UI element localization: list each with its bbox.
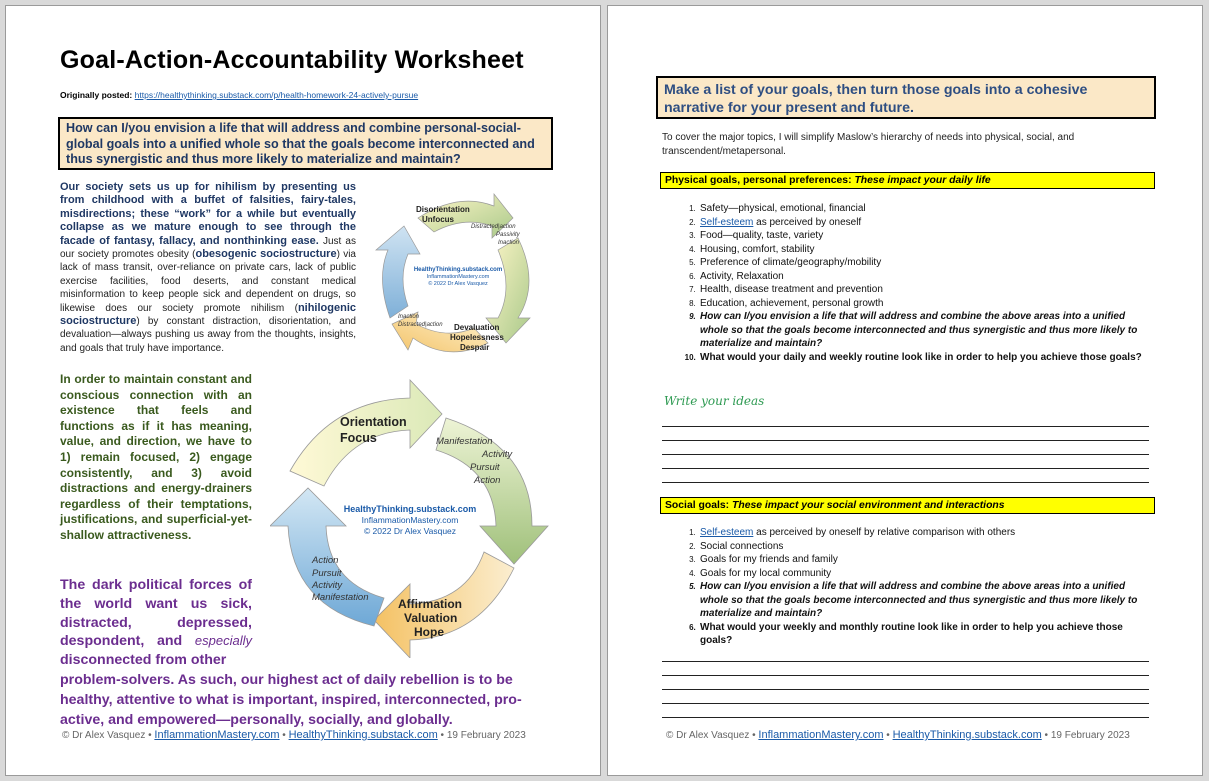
- item-text: as perceived by oneself: [753, 216, 862, 228]
- diagram-label: Activity: [312, 580, 343, 591]
- diagram-label: Affirmation: [398, 597, 462, 611]
- writing-line[interactable]: [662, 689, 1149, 690]
- footer-sep: •: [282, 730, 286, 741]
- diagram-label: Pursuit: [470, 462, 500, 473]
- section-subtitle: These impact your social environment and interactions: [732, 500, 1005, 511]
- writing-line[interactable]: [662, 703, 1149, 704]
- question-box: How can I/you envision a life that will address and combine personal-social-global goals into a unified whole so that the goals become interconnected and thus synergistic and thus more likely to materialize and maintain?: [58, 117, 553, 170]
- diagram-label: Devaluation: [454, 323, 500, 332]
- self-esteem-link[interactable]: Self-esteem: [700, 527, 754, 538]
- diagram-label: Hopelessness: [450, 333, 504, 342]
- footer-author: © Dr Alex Vasquez •: [62, 730, 152, 741]
- para-text: Just as our society promotes obesity (: [60, 235, 356, 261]
- list-item: [698, 526, 1146, 540]
- physical-goals-list: [698, 202, 1146, 364]
- list-item: 2. Social connections: [698, 540, 1146, 554]
- inflammationmastery-link[interactable]: InflammationMastery.com: [154, 729, 280, 741]
- emphasis-text: especially: [194, 633, 252, 649]
- list-item: 1. Safety—physical, emotional, financial: [698, 202, 1146, 216]
- positive-cycle-diagram: [270, 376, 550, 658]
- footer-date: • 19 February 2023: [440, 730, 526, 741]
- footer-date: • 19 February 2023: [1044, 730, 1130, 741]
- diagram-center-text: InflammationMastery.com: [361, 515, 459, 525]
- social-goals-header: [660, 497, 1155, 514]
- writing-line[interactable]: [662, 661, 1149, 662]
- intro-text: To cover the major topics, I will simplify Maslow’s hierarchy of needs into physical, social, and transcendent/metapersonal.: [662, 132, 1075, 157]
- writing-line[interactable]: [662, 454, 1149, 455]
- para-text: The dark political forces of the world want us sick, distracted, depressed, despondent, and: [60, 577, 252, 650]
- rebellion-paragraph-cont: problem-solvers. As such, our highest act of daily rebellion is to be healthy, attentive to what is important, inspired, interconnected, pro-active, and empowered—personally, socially, and globally.: [60, 672, 522, 728]
- item-text: as perceived by oneself by relative comparison with others: [753, 527, 1016, 538]
- para-text: disconnected from other: [60, 652, 227, 669]
- list-item: 4. Housing, comfort, stability: [698, 243, 1146, 257]
- writing-line[interactable]: [662, 440, 1149, 441]
- section-label: Social goals:: [665, 500, 730, 511]
- diagram-label: Inaction: [398, 314, 420, 320]
- diagram-center-text: HealthyThinking.substack.com: [343, 504, 477, 514]
- focus-paragraph: In order to maintain constant and conscious connection with an existence that feels and functions as if it has meaning, value, and direction, we have to 1) remain focused, 2) engage consistently, and 3) avoid distractions and energy-drainers regardless of their temptations, justifications, and superficial-yet-shallow attractiveness.: [60, 372, 252, 542]
- writing-line[interactable]: [662, 482, 1149, 483]
- goals-heading-box: Make a list of your goals, then turn those goals into a cohesive narrative for your present and future.: [656, 76, 1156, 119]
- list-item: 4. Goals for my local community: [698, 567, 1146, 581]
- write-ideas-label: Write your ideas: [664, 394, 765, 408]
- self-esteem-link[interactable]: Self-esteem: [700, 216, 754, 228]
- diagram-center-text: HealthyThinking.substack.com: [413, 267, 503, 273]
- diagram-label: Hope: [414, 625, 444, 639]
- diagram-label: Valuation: [404, 611, 458, 625]
- list-item: 9. How can I/you envision a life that will address and combine the above areas into a unified whole so that the goals become interconnected and thus synergistic and thus more likely to materialize and maintain?: [698, 310, 1146, 351]
- page-title: Goal-Action-Accountability Worksheet: [60, 46, 524, 74]
- inflammationmastery-link[interactable]: InflammationMastery.com: [758, 729, 884, 741]
- diagram-label: Manifestation: [436, 436, 493, 447]
- diagram-label: Action: [474, 475, 501, 486]
- diagram-label: Orientation: [340, 415, 407, 429]
- list-item: 3. Goals for my friends and family: [698, 553, 1146, 567]
- diagram-label: Despair: [460, 343, 490, 352]
- posted-url-link[interactable]: https://healthythinking.substack.com/p/health-homework-24-actively-pursue: [134, 90, 419, 100]
- physical-goals-header: [660, 172, 1155, 189]
- section-subtitle: These impact your daily life: [854, 175, 991, 186]
- posted-line: [60, 90, 418, 100]
- nihilogenic-term: nihilogenic sociostructure: [60, 301, 356, 328]
- diagram-label: Action: [312, 555, 339, 566]
- list-item: 6. What would your weekly and monthly routine look like in order to help you achieve those goals?: [698, 621, 1146, 648]
- diagram-center-text: InflammationMastery.com: [426, 274, 490, 280]
- diagram-label: Activity: [482, 449, 513, 460]
- obesogenic-term: obesogenic sociostructure: [195, 248, 337, 261]
- diagram-label: Pursuit: [312, 568, 342, 579]
- diagram-label: Manifestation: [312, 592, 369, 603]
- list-item: 6. Activity, Relaxation: [698, 270, 1146, 284]
- footer-author: © Dr Alex Vasquez •: [666, 730, 756, 741]
- footer-sep: •: [886, 730, 890, 741]
- worksheet-page-right: [607, 5, 1203, 776]
- diagram-label: Focus: [340, 431, 377, 445]
- worksheet-page-left: [5, 5, 601, 776]
- list-item: 7. Health, disease treatment and prevention: [698, 283, 1146, 297]
- diagram-label: Disorientation: [416, 205, 470, 214]
- posted-label: Originally posted:: [60, 90, 133, 100]
- nihilism-paragraph: [60, 181, 356, 355]
- diagram-center-text: © 2022 Dr Alex Vasquez: [363, 526, 457, 536]
- social-goals-list: [698, 526, 1146, 648]
- section-label: Physical goals, personal preferences:: [665, 175, 852, 186]
- healthythinking-link[interactable]: HealthyThinking.substack.com: [288, 729, 438, 741]
- diagram-label: Inaction: [498, 240, 520, 246]
- writing-line[interactable]: [662, 717, 1149, 718]
- list-item: [698, 216, 1146, 230]
- list-item: 10. What would your daily and weekly routine look like in order to help you achieve those goals?: [698, 351, 1146, 365]
- writing-line[interactable]: [662, 426, 1149, 427]
- rebellion-paragraph: [60, 576, 252, 670]
- writing-line[interactable]: [662, 468, 1149, 469]
- diagram-center-text: © 2022 Dr Alex Vasquez: [428, 281, 488, 287]
- list-item: 3. Food—quality, taste, variety: [698, 229, 1146, 243]
- diagram-label: Passivity: [496, 232, 520, 238]
- diagram-label: Unfocus: [422, 215, 454, 224]
- nihilism-lead: Our society sets us up for nihilism by presenting us from childhood with a buffet of falsities, fairy-tales, misdirections; these “work” for a while but eventually collapse as we mature enough to see through the facade of fantasy, fallacy, and nonthinking ease.: [60, 181, 356, 247]
- page-footer: [666, 729, 1130, 741]
- healthythinking-link[interactable]: HealthyThinking.substack.com: [892, 729, 1042, 741]
- list-item: 5. Preference of climate/geography/mobility: [698, 256, 1146, 270]
- negative-cycle-diagram: [368, 178, 548, 363]
- para-text: ) by constant distraction, disorientation, and devaluation—always pushing us away from the thoughts, insights, and goals that truly have importance.: [60, 316, 356, 354]
- list-item: 8. Education, achievement, personal growth: [698, 297, 1146, 311]
- para-text: ) via lack of mass transit, over-reliance on private cars, lack of public exercise facilities, food deserts, and constant medical misinformation to keep people sick and dependent on drugs, so likewise does our society promote nihilism (: [60, 249, 356, 314]
- diagram-label: Distracted|action: [398, 322, 443, 328]
- page-footer: [62, 729, 526, 741]
- list-item: 5. How can I/you envision a life that will address and combine the above areas into a unified whole so that the goals become interconnected and thus synergistic and thus more likely to materialize and maintain?: [698, 580, 1146, 621]
- diagram-label: Distracted|action: [471, 224, 516, 230]
- writing-line[interactable]: [662, 675, 1149, 676]
